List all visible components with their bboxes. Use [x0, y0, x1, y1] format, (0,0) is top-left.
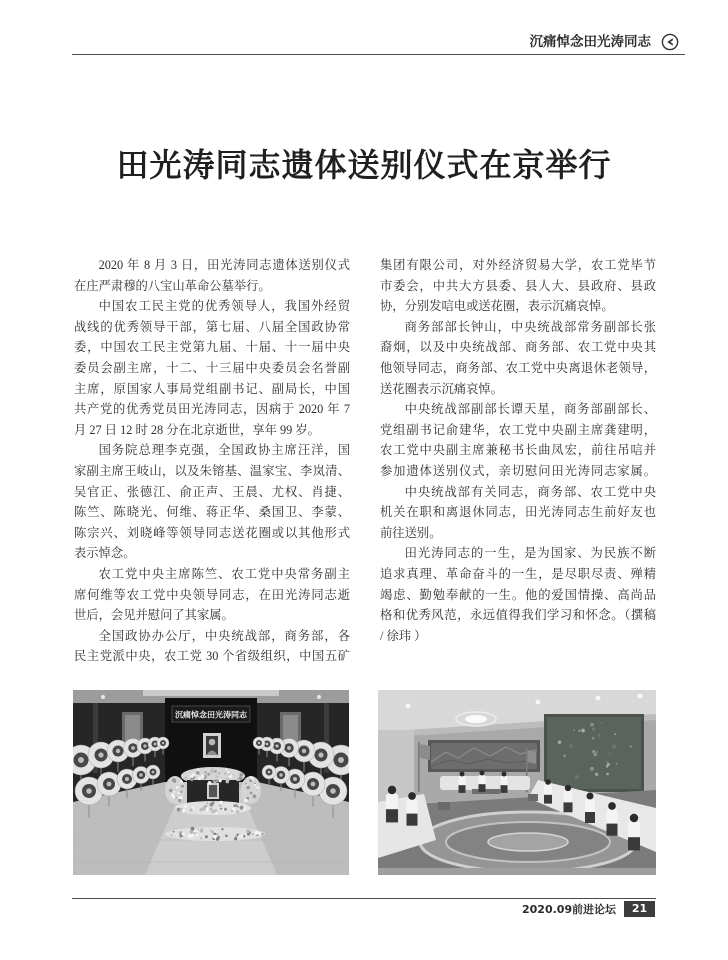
memorial-banner — [172, 706, 250, 722]
footer-rule — [72, 898, 656, 899]
meeting-room-photo — [378, 690, 656, 875]
text-line: 委员会副主席，十二、十三届中央委员会名誉副 — [74, 360, 350, 375]
circle-arrow-left-icon — [661, 33, 679, 51]
text-line: 田光涛同志的一生，是为国家、为民族不断 — [404, 546, 656, 561]
text-line: 农工党中央主席陈竺、农工党中央常务副主 — [98, 566, 350, 581]
svg-text:沉痛悼念田光涛同志: 沉痛悼念田光涛同志 — [175, 710, 247, 720]
text-line: 吴官正、张德江、俞正声、王晨、尤权、肖捷、 — [74, 484, 350, 499]
text-line: 中央统战部副部长谭天星，商务部副部长、 — [404, 402, 656, 417]
article-column-left — [74, 255, 350, 667]
text-line: 商务部部长钟山，中央统战部常务副部长张 — [404, 319, 656, 334]
text-line: 中国农工民主党的优秀领导人，我国外经贸 — [98, 299, 350, 314]
text-line: 送花圈表示沉痛哀悼。 — [380, 381, 503, 396]
text-line: 共产党的优秀党员田光涛同志，因病于 2020 年 7 — [74, 402, 350, 417]
text-line: 农工党中央副主席兼秘书长曲凤宏，前往吊唁并 — [380, 443, 656, 458]
text-line: 国务院总理李克强，全国政协主席汪洋，国 — [98, 443, 350, 458]
memorial-portrait — [203, 733, 221, 758]
text-line: 表示悼念。 — [74, 546, 136, 561]
text-line: / 徐玮 ） — [380, 628, 427, 643]
funeral-hall-photo — [73, 690, 349, 875]
text-line: 委，中国农工民主党第九届、十届、十一届中央 — [74, 340, 350, 355]
article-title: 田光涛同志遗体送别仪式在京举行 — [116, 146, 612, 184]
text-line: 席何维等农工党中央领导同志，在田光涛同志逝 — [74, 587, 350, 602]
text-line: 追求真理、革命奋斗的一生，是尽职尽责、殚精 — [380, 566, 656, 581]
text-line: 战线的优秀领导干部，第七届、八届全国政协常 — [74, 319, 350, 334]
text-line: 他领导同志，商务部、农工党中央离退休老领导， — [380, 360, 656, 375]
wall-painting-right — [544, 714, 644, 792]
issue-date: 2020.09 — [522, 903, 573, 916]
section-title: 沉痛悼念田光涛同志 — [529, 34, 651, 50]
publication-name: 前进论坛 — [572, 903, 616, 916]
text-line: 陈竺、陈晓光、何维、蒋正华、桑国卫、李蒙、 — [74, 505, 350, 520]
text-line: 在庄严肃穆的八宝山革命公墓举行。 — [74, 278, 271, 293]
article-column-right — [380, 255, 656, 646]
page-number: 21 — [624, 901, 655, 917]
text-line: 民主党派中央，农工党 30 个省级组织，中国五矿 — [74, 649, 350, 664]
text-line: 家副主席王岐山，以及朱镕基、温家宝、李岚清、 — [74, 463, 350, 478]
text-line: 格和优秀风范，永远值得我们学习和怀念。（撰稿 — [380, 608, 656, 623]
header-rule — [72, 54, 685, 55]
text-line: 机关在职和离退休同志，田光涛同志生前好友也 — [380, 505, 656, 520]
text-line: 全国政协办公厅，中央统战部，商务部，各 — [98, 628, 350, 643]
text-line: 竭虑、勤勉奉献的一生。他的爱国情操、高尚品 — [380, 587, 656, 602]
text-line: 陈宗兴、刘晓峰等领导同志送花圈或以其他形式 — [74, 525, 350, 540]
text-line: 月 27 日 12 时 28 分在北京逝世，享年 99 岁。 — [74, 422, 320, 437]
text-line: 参加遗体送别仪式，亲切慰问田光涛同志家属。 — [380, 463, 656, 478]
text-line: 主席，原国家人事局党组副书记、副局长，中国 — [74, 381, 350, 396]
text-line: 中央统战部有关同志，商务部、农工党中央 — [404, 484, 656, 499]
wall-painting-center — [428, 740, 540, 772]
text-line: 协，分别发唁电或送花圈，表示沉痛哀悼。 — [380, 299, 614, 314]
floor-flower-arrangement — [165, 827, 265, 841]
text-line: 市委会，中共大方县委、县人大、县政府、县政 — [380, 278, 656, 293]
text-line: 2020 年 8 月 3 日，田光涛同志遗体送别仪式 — [98, 258, 350, 272]
text-line: 世后，会见并慰问了其家属。 — [74, 608, 234, 623]
text-line: 前往送别。 — [380, 525, 442, 540]
text-line: 裔炯，以及中央统战部、商务部、农工党中央其 — [380, 340, 656, 355]
text-line: 集团有限公司，对外经济贸易大学，农工党毕节 — [380, 258, 656, 272]
text-line: 党组副书记俞建华，农工党中央副主席龚建明， — [380, 422, 656, 437]
